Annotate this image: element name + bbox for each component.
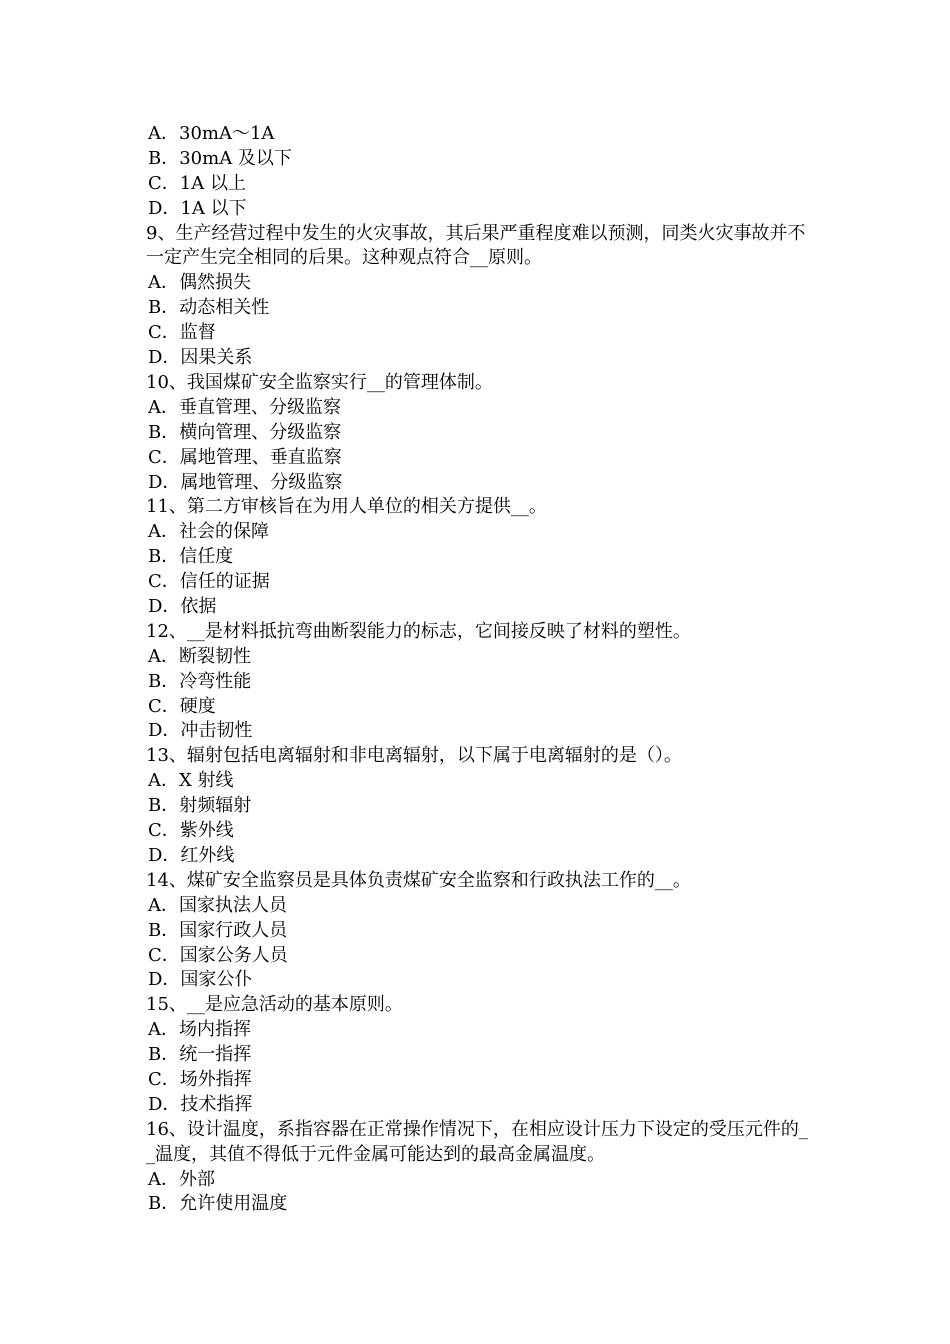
- question-16: [146, 1118, 811, 1218]
- question-text: 13、辐射包括电离辐射和非电离辐射，以下属于电离辐射的是（）。: [146, 745, 682, 767]
- option-b: B．冷弯性能: [148, 670, 252, 692]
- option-b: B．射频辐射: [148, 795, 252, 817]
- option-c: C．属地管理、垂直监察: [148, 446, 342, 468]
- option-c: C．1A 以上: [148, 172, 246, 194]
- option-c: C．紫外线: [148, 820, 234, 842]
- option-b: B．动态相关性: [148, 297, 270, 319]
- option-c: C．监督: [148, 322, 216, 344]
- question-13: [146, 744, 811, 868]
- option-d: D．国家公仆: [148, 969, 253, 991]
- question-14: [146, 869, 811, 993]
- option-d: D．技术指挥: [148, 1093, 253, 1115]
- question-text: 14、煤矿安全监察员是具体负责煤矿安全监察和行政执法工作的__。: [146, 869, 691, 891]
- question-list: [146, 122, 811, 1217]
- option-c: C．场外指挥: [148, 1068, 252, 1090]
- question-text: 16、设计温度，系指容器在正常操作情况下，在相应设计压力下设定的受压元件的__温度，其值不得低于元件金属可能达到的最高金属温度。: [146, 1118, 808, 1165]
- option-b: B．信任度: [148, 546, 234, 568]
- option-c: C．硬度: [148, 695, 216, 717]
- option-b: B．横向管理、分级监察: [148, 421, 342, 443]
- option-b: B．国家行政人员: [148, 919, 288, 941]
- option-d: D．依据: [148, 595, 217, 617]
- option-d: D．属地管理、分级监察: [148, 471, 343, 493]
- option-a: A．偶然损失: [148, 272, 251, 294]
- lead-options: [146, 122, 811, 222]
- question-15: [146, 993, 811, 1117]
- question-11: [146, 495, 811, 619]
- option-a: A．外部: [148, 1168, 215, 1190]
- option-a: A．30mA～1A: [148, 123, 275, 144]
- option-d: D．红外线: [148, 844, 235, 866]
- option-a: A．X 射线: [148, 770, 234, 792]
- question-9: [146, 222, 811, 371]
- question-text: 9、生产经营过程中发生的火灾事故，其后果严重程度难以预测，同类火灾事故并不一定产生完全相同的后果。这种观点符合__原则。: [146, 222, 806, 269]
- option-b: B．允许使用温度: [148, 1193, 288, 1215]
- option-a: A．垂直管理、分级监察: [148, 396, 341, 418]
- option-a: A．断裂韧性: [148, 645, 251, 667]
- option-c: C．信任的证据: [148, 571, 270, 593]
- option-d: D．冲击韧性: [148, 720, 253, 742]
- question-text: 10、我国煤矿安全监察实行__的管理体制。: [146, 371, 493, 393]
- option-c: C．国家公务人员: [148, 944, 288, 966]
- option-d: D．1A 以下: [148, 197, 247, 219]
- option-b: B．统一指挥: [148, 1044, 252, 1066]
- question-text: 11、第二方审核旨在为用人单位的相关方提供__。: [146, 496, 547, 518]
- option-a: A．场内指挥: [148, 1019, 251, 1041]
- question-text: 12、__是材料抵抗弯曲断裂能力的标志，它间接反映了材料的塑性。: [146, 620, 691, 642]
- option-a: A．社会的保障: [148, 521, 269, 543]
- question-text: 15、__是应急活动的基本原则。: [146, 994, 403, 1016]
- question-12: [146, 620, 811, 744]
- option-b: B．30mA 及以下: [148, 147, 292, 169]
- option-a: A．国家执法人员: [148, 894, 287, 916]
- option-d: D．因果关系: [148, 347, 253, 369]
- question-10: [146, 371, 811, 495]
